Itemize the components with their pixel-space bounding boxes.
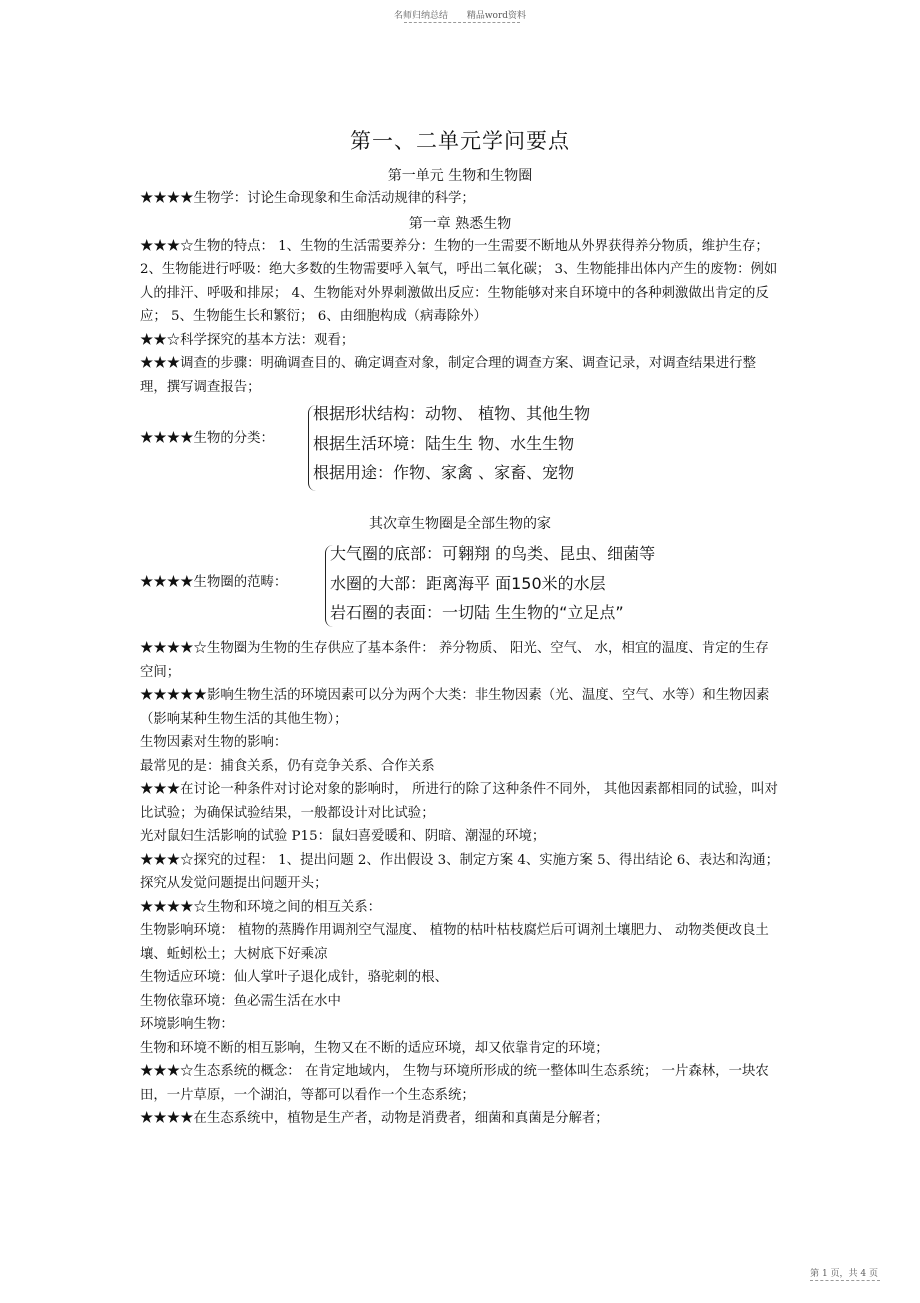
header-left: 名师归纳总结 (393, 11, 448, 21)
biosphere-block (140, 535, 780, 631)
para-adapt: 生物适应环境：仙人掌叶子退化成针，骆驼刺的根、 (140, 970, 448, 985)
biosphere-items (330, 539, 655, 628)
document-body (140, 125, 780, 1131)
biosphere-item: 水圈的大部：距离海平 面150米的水层 (330, 573, 606, 593)
footer-divider (810, 1280, 880, 1281)
para-depend: 生物依靠环境：鱼必需生活在水中 (140, 993, 341, 1009)
classification-item: 根据用途：作物、家禽 、家畜、宠物 (313, 463, 575, 482)
header-right: 精品word资料 (466, 11, 527, 21)
para-relation: ★★★★☆生物和环境之间的相互关系： (140, 899, 382, 915)
chapter2-title: 其次章生物圈是全部生物的家 (369, 516, 551, 532)
chapter1-title: 第一章 熟悉生物 (408, 215, 512, 232)
page-number: 第 1 页，共 4 页 (810, 1269, 878, 1279)
para-env: 环境影响生物： (140, 1017, 234, 1032)
para-biology: ★★★★生物学：讨论生命现象和生命活动规律的科学； (140, 191, 475, 206)
para-common: 最常见的是：捕食关系，仍有竞争关系、合作关系 (140, 758, 435, 774)
para-inquiry: ★★★☆探究的过程： 1、提出问题 2、作出假设 3、制定方案 4、实施方案 5、得出结论 6、表达和沟通；探究从发觉问题提出问题开头； (140, 852, 780, 891)
classification-item: 根据生活环境：陆生生 物、水生生物 (313, 433, 575, 453)
para-roles: ★★★★在生态系统中，植物是生产者，动物是消费者，细菌和真菌是分解者； (140, 1111, 609, 1126)
para-control: ★★★在讨论一种条件对讨论对象的影响时， 所进行的除了这种条件不同外， 其他因素都相同的试验，叫对比试验；为确保试验结果，一般都设计对比试验； (140, 782, 778, 821)
classification-label: ★★★★生物的分类： (140, 431, 274, 446)
classification-block (140, 399, 780, 499)
unit1-title: 第一单元 生物和生物圈 (387, 168, 533, 184)
classification-items (313, 399, 590, 488)
para-affect: 生物影响环境： 植物的蒸腾作用调剂空气湿度、 植物的枯叶枯枝腐烂后可调剂土壤肥力、 动物类便改良土壤、蚯蚓松土；大树底下好乘凉 (140, 923, 769, 962)
biosphere-item: 岩石圈的表面：一切陆 生生物的“立足点” (330, 603, 624, 622)
header-divider (404, 22, 520, 23)
biosphere-item: 大气圈的底部：可翱翔 的鸟类、昆虫、细菌等 (330, 544, 656, 563)
para-method: ★★☆科学探究的基本方法：观看； (140, 332, 355, 348)
para-bio-factor: 生物因素对生物的影响： (140, 735, 288, 750)
para-conditions: ★★★★☆生物圈为生物的生存供应了基本条件： 养分物质、 阳光、空气、 水，相宜的温度、肯定的生存空间； (140, 641, 769, 680)
para-eco: ★★★☆生态系统的概念： 在肯定地域内， 生物与环境所形成的统一整体叫生态系统； 一片森林，一块农田，一片草原，一个湖泊，等都可以看作一个生态系统； (140, 1064, 769, 1103)
para-factors: ★★★★★影响生物生活的环境因素可以分为两个大类：非生物因素（光、温度、空气、水等）和生物因素（影响某种生物生活的其他生物）； (140, 688, 770, 727)
classification-item: 根据形状结构：动物、 植物、其他生物 (313, 404, 591, 423)
biosphere-label: ★★★★生物圈的范畴： (140, 575, 288, 590)
para-survey: ★★★调查的步骤：明确调查目的、确定调查对象，制定合理的调查方案、调查记录，对调查结果进行整理，撰写调查报告； (140, 356, 756, 395)
para-features: ★★★☆生物的特点： 1、生物的生活需要养分：生物的一生需要不断地从外界获得养分物质，维护生存； 2、生物能进行呼吸：绝大多数的生物需要呼入氧气，呼出二氧化碳； 3、生物能排出体内产生的废物：例如人的排汗、呼吸和排尿； 4、生物能对外界刺激做出反应：生物能够对来自环境中的各种刺激做出肯定的反应； 5、生物能生长和繁衍； 6、由细胞构成（病毒除外） (140, 238, 778, 324)
para-mutual: 生物和环境不断的相互影响，生物又在不断的适应环境，却又依靠肯定的环境； (140, 1040, 609, 1056)
page-header (0, 8, 920, 21)
para-woodlouse: 光对鼠妇生活影响的试验 P15：鼠妇喜爱暖和、阴暗、潮湿的环境； (140, 829, 546, 844)
document-title: 第一、二单元学问要点 (350, 129, 570, 153)
